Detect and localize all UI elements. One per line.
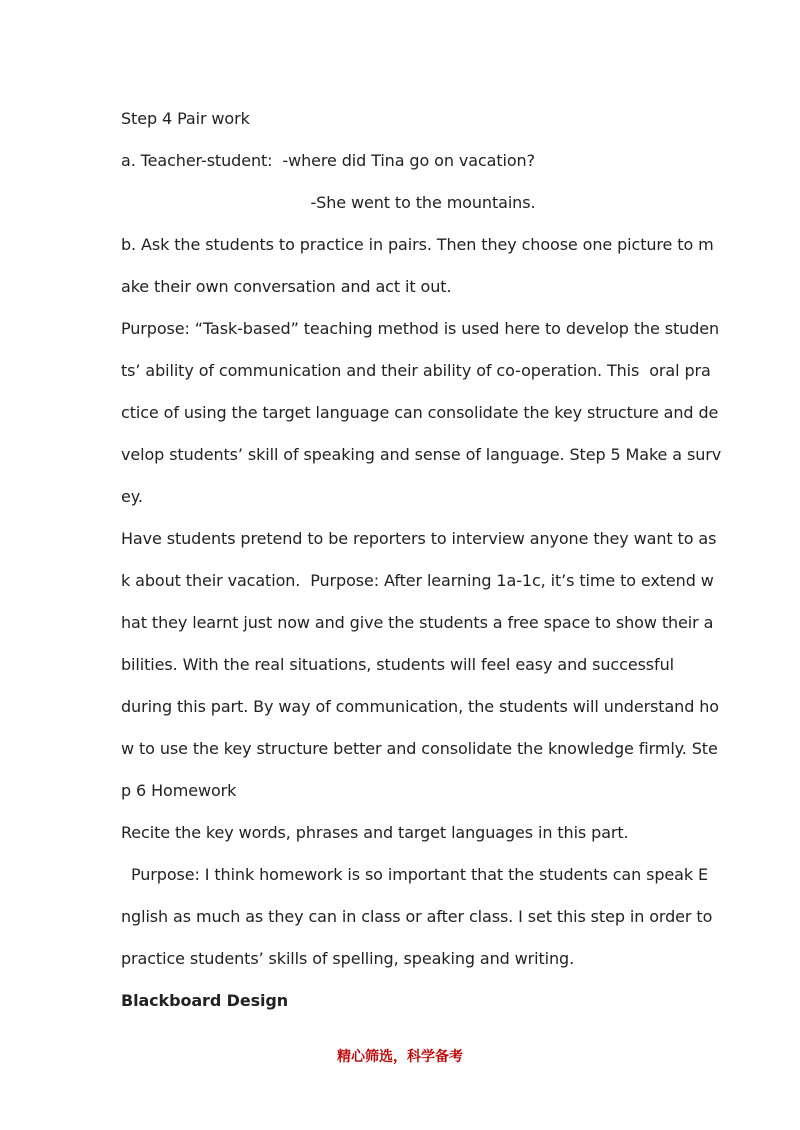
text-line: Recite the key words, phrases and target languages in this part.: [121, 823, 629, 842]
text-line: Have students pretend to be reporters to interview anyone they want to as: [121, 529, 717, 548]
text-line: a. Teacher-student: -where did Tina go on vacation?: [121, 151, 535, 170]
text-line: p 6 Homework: [121, 781, 237, 800]
text-line: hat they learnt just now and give the students a free space to show their a: [121, 613, 714, 632]
section-heading-blackboard-design: Blackboard Design: [121, 991, 289, 1010]
text-line: ey.: [121, 487, 143, 506]
text-line: ts’ ability of communication and their ability of co-operation. This oral pra: [121, 361, 711, 380]
text-line: practice students’ skills of spelling, speaking and writing.: [121, 949, 575, 968]
text-line: nglish as much as they can in class or after class. I set this step in order to: [121, 907, 713, 926]
text-line: bilities. With the real situations, students will feel easy and successful: [121, 655, 674, 674]
text-line: b. Ask the students to practice in pairs. Then they choose one picture to m: [121, 235, 714, 254]
text-line-step4: Step 4 Pair work: [121, 109, 250, 128]
text-line: ake their own conversation and act it out.: [121, 277, 452, 296]
text-line: Purpose: I think homework is so important that the students can speak E: [121, 865, 709, 884]
text-line: ctice of using the target language can consolidate the key structure and de: [121, 403, 719, 422]
text-line: Purpose: “Task-based” teaching method is used here to develop the studen: [121, 319, 720, 338]
text-line: velop students’ skill of speaking and sense of language. Step 5 Make a surv: [121, 445, 722, 464]
text-line: during this part. By way of communication, the students will understand ho: [121, 697, 719, 716]
text-line: w to use the key structure better and consolidate the knowledge firmly. Ste: [121, 739, 718, 758]
text-line: k about their vacation. Purpose: After learning 1a-1c, it’s time to extend w: [121, 571, 714, 590]
text-line: -She went to the mountains.: [121, 193, 536, 212]
page-footer: 精心筛选，科学备考: [337, 1049, 463, 1065]
